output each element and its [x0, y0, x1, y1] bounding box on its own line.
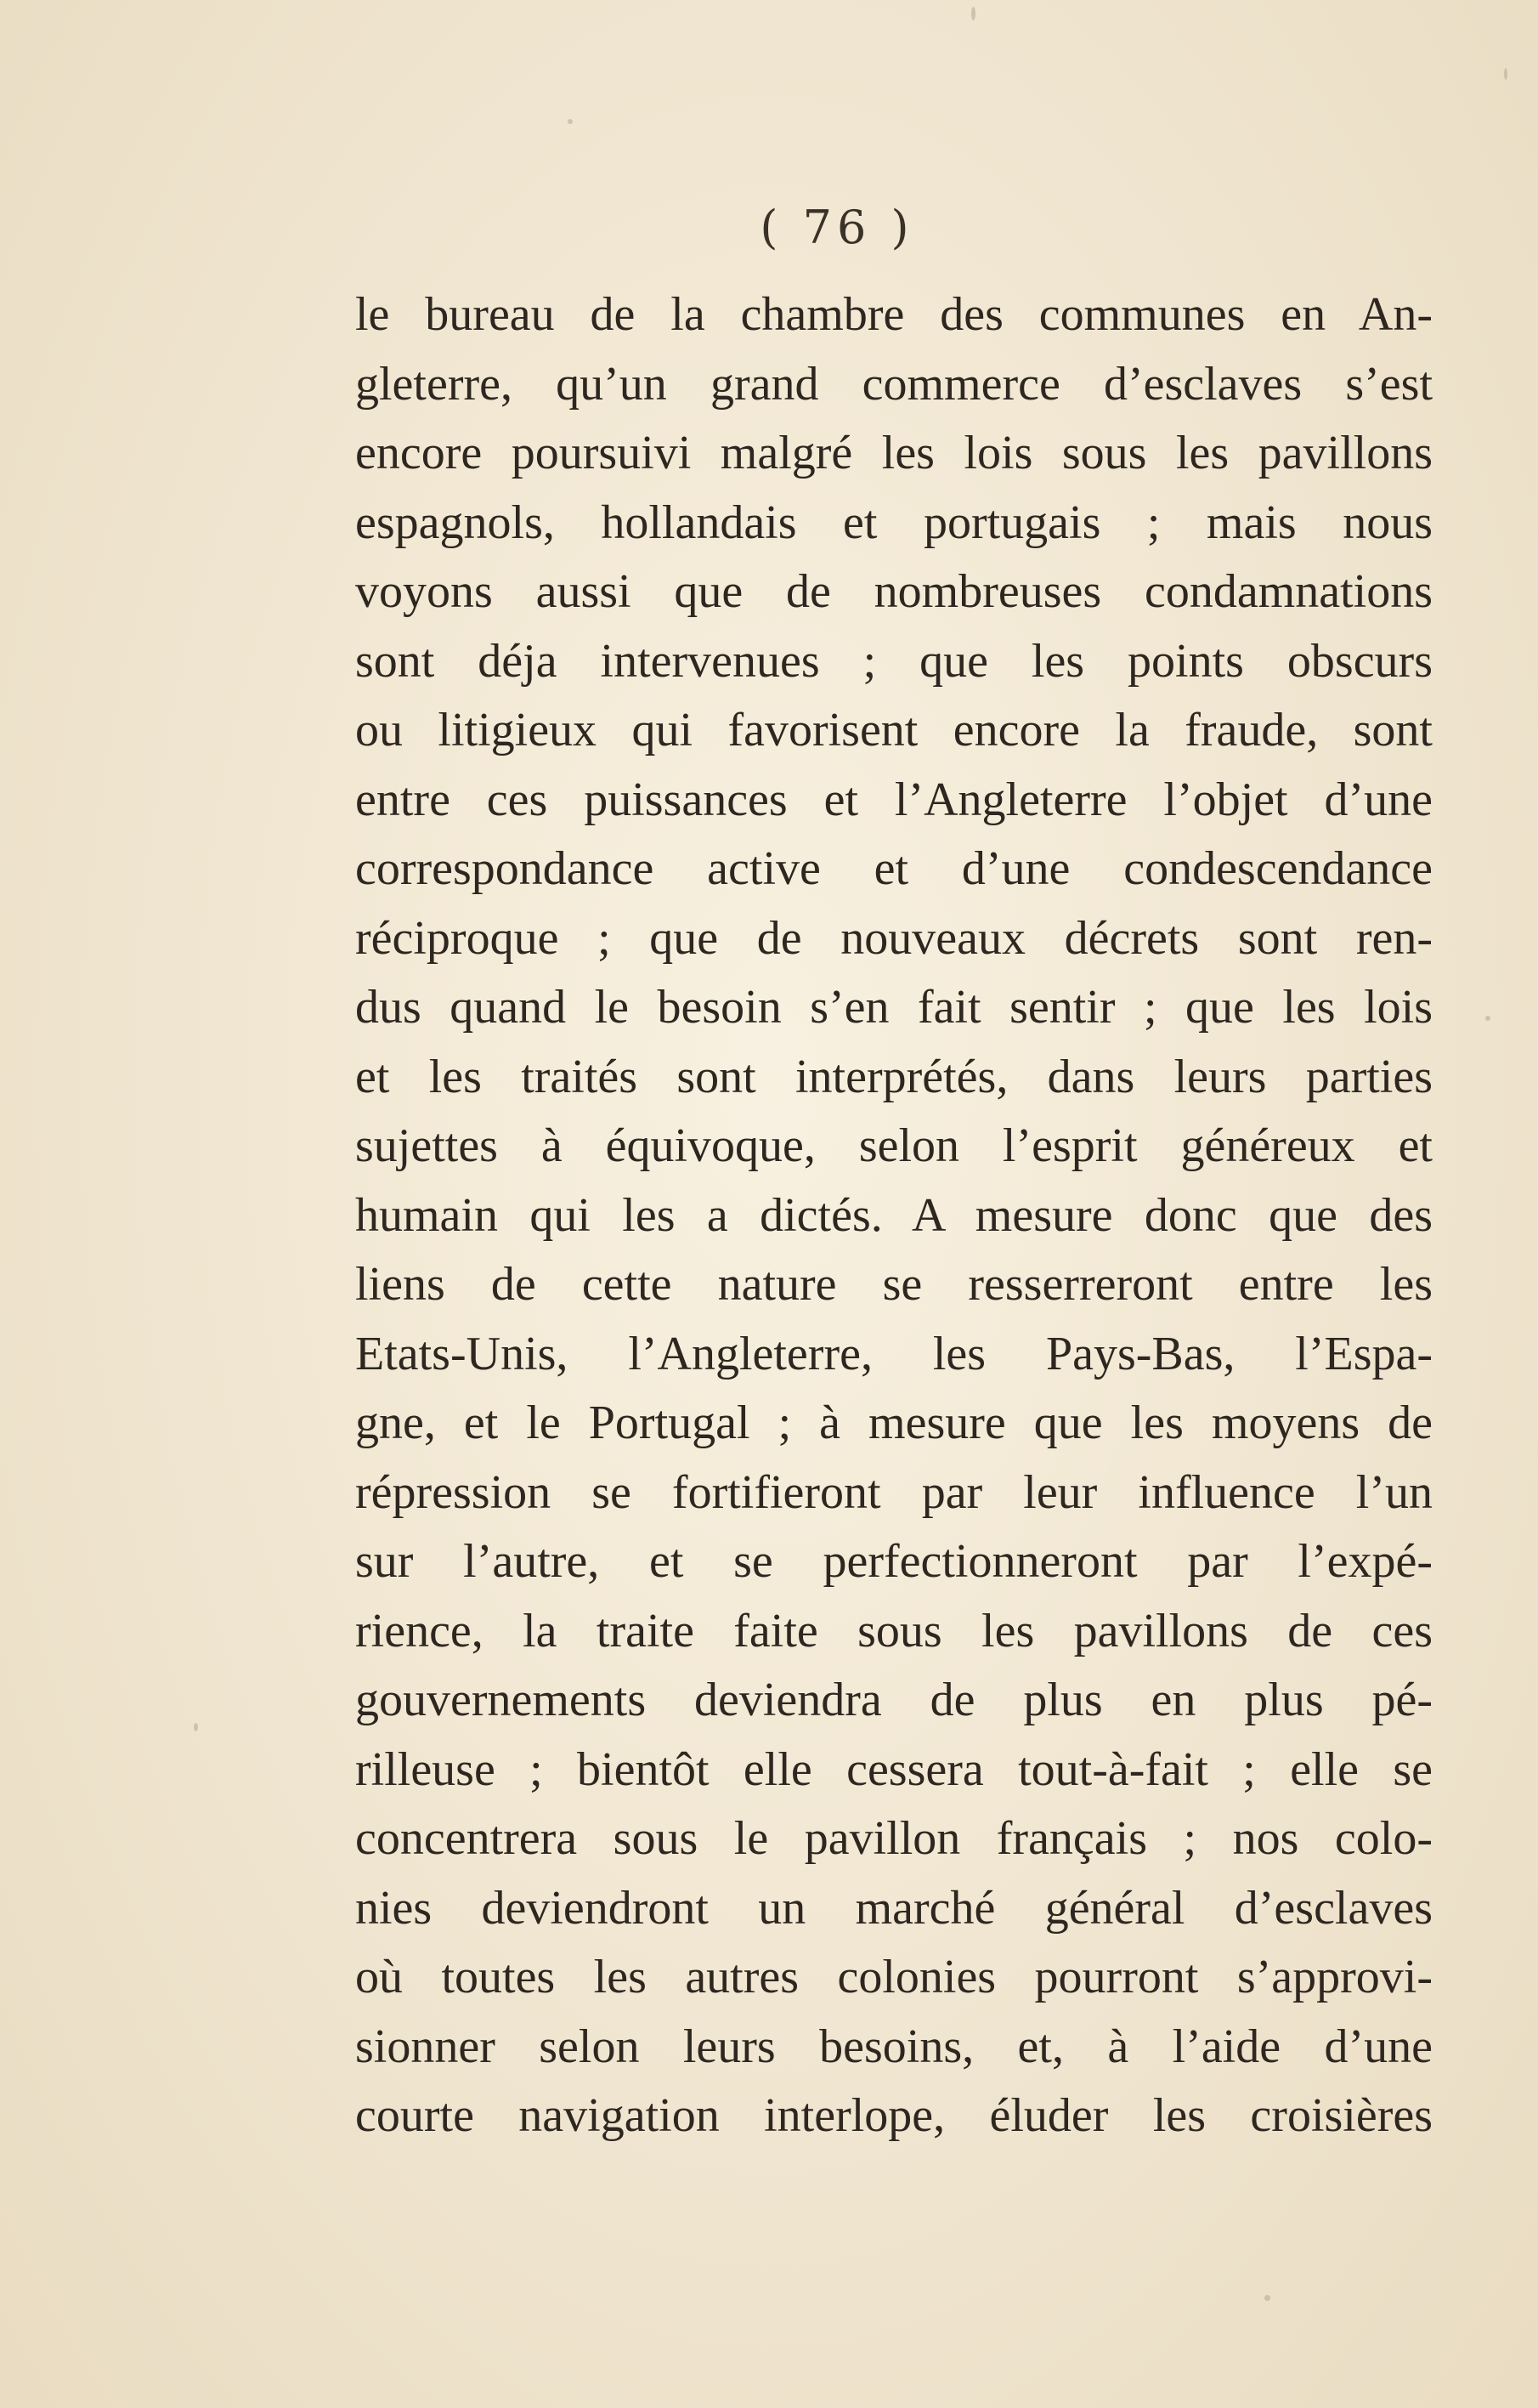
paper-speck — [1264, 2295, 1270, 2301]
text-line: voyons aussi que de nombreuses condamnations — [355, 565, 1433, 618]
text-line: rience, la traite faite sous les pavillons de ces — [355, 1604, 1433, 1657]
text-line: ou litigieux qui favorisent encore la fraude, sont — [355, 704, 1433, 756]
paper-speck — [971, 7, 975, 20]
text-line: gne, et le Portugal ; à mesure que les moyens de — [355, 1397, 1433, 1449]
body-text — [355, 280, 1433, 2151]
text-line: gouvernements deviendra de plus en plus pé- — [355, 1674, 1433, 1726]
text-line: le bureau de la chambre des communes en An- — [355, 288, 1433, 341]
paper-speck — [568, 119, 573, 124]
text-line: encore poursuivi malgré les lois sous les pavillons — [355, 427, 1433, 479]
text-line: sur l’autre, et se perfectionneront par l’expé- — [355, 1535, 1433, 1588]
text-line: correspondance active et d’une condescendance — [355, 842, 1433, 895]
text-line: liens de cette nature se resserreront entre les — [355, 1258, 1433, 1311]
text-line: entre ces puissances et l’Angleterre l’objet d’une — [355, 773, 1433, 826]
text-line: dus quand le besoin s’en fait sentir ; que les lois — [355, 981, 1433, 1034]
paper-speck — [1485, 1016, 1490, 1021]
text-line: rilleuse ; bientôt elle cessera tout-à-fait ; elle se — [355, 1742, 1433, 1796]
text-line: courte navigation interlope, éluder les croisières — [355, 2089, 1433, 2142]
text-line: où toutes les autres colonies pourront s’approvi- — [355, 1951, 1433, 2003]
text-line: réciproque ; que de nouveaux décrets sont ren- — [355, 911, 1433, 965]
text-line: nies deviendront un marché général d’esclaves — [355, 1881, 1433, 1935]
text-line: humain qui les a dictés. A mesure donc que des — [355, 1188, 1433, 1242]
text-line: sujettes à équivoque, selon l’esprit généreux et — [355, 1119, 1433, 1172]
paper-speck — [194, 1723, 198, 1731]
text-line: sionner selon leurs besoins, et, à l’aide d’une — [355, 2020, 1433, 2073]
page-number: ( 76 ) — [760, 201, 914, 254]
text-line: gleterre, qu’un grand commerce d’esclaves s’est — [355, 357, 1433, 411]
text-line: concentrera sous le pavillon français ; nos colo- — [355, 1812, 1433, 1865]
text-line: et les traités sont interprétés, dans leurs parties — [355, 1050, 1433, 1103]
paper-speck — [1504, 68, 1507, 80]
text-line: répression se fortifieront par leur influence l’un — [355, 1465, 1433, 1519]
text-line: sont déja intervenues ; que les points obscurs — [355, 634, 1433, 688]
text-line: espagnols, hollandais et portugais ; mais nous — [355, 496, 1433, 549]
text-line: Etats-Unis, l’Angleterre, les Pays-Bas, l’Espa- — [355, 1327, 1433, 1380]
